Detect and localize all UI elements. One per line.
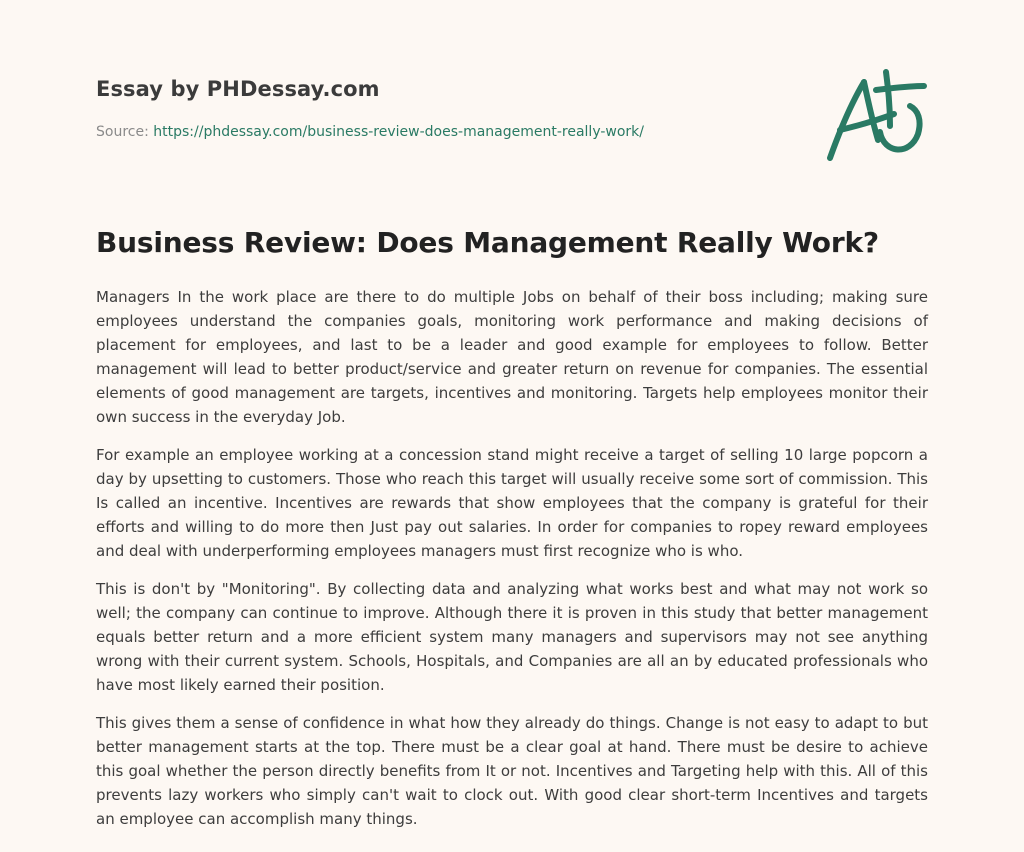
source-link[interactable]: https://phdessay.com/business-review-does-management-really-work/ (153, 124, 645, 140)
page-title: Business Review: Does Management Really Work? (96, 226, 879, 259)
paragraph-2: For example an employee working at a concession stand might receive a target of selling 10 large popcorn a day by upsetting to customers. Those who reach this target will usually receive some sort of commission. This Is called an incentive. Incentives are rewards that show employees that the company is grateful for their efforts and willing to do more then Just pay out salaries. In order for companies to ropey reward employees and deal with underperforming employees managers must first recognize who is who. (96, 446, 928, 560)
site-brand: Essay by PHDessay.com (96, 77, 380, 101)
source-line (96, 124, 644, 140)
paragraph-4: This gives them a sense of confidence in what how they already do things. Change is not easy to adapt to but better management starts at the top. There must be a clear goal at hand. There must be desire to achieve this goal whether the person directly benefits from It or not. Incentives and Targeting help with this. All of this prevents lazy workers who simply can't wait to clock out. With good clear short-term Incentives and targets an employee can accomplish many things. (96, 714, 928, 828)
essay-body (96, 285, 928, 845)
source-label: Source: (96, 124, 154, 140)
a-plus-logo-icon (822, 68, 930, 166)
paragraph-1: Managers In the work place are there to do multiple Jobs on behalf of their boss including; making sure employees understand the companies goals, monitoring work performance and making decisions of placement for employees, and last to be a leader and good example for employees to follow. Better management will lead to better product/service and greater return on revenue for companies. The essential elements of good management are targets, incentives and monitoring. Targets help employees monitor their own success in the everyday Job. (96, 288, 928, 426)
paragraph-3: This is don't by "Monitoring". By collecting data and analyzing what works best and what may not work so well; the company can continue to improve. Although there it is proven in this study that better management equals better return and a more efficient system many managers and supervisors may not see anything wrong with their current system. Schools, Hospitals, and Companies are all an by educated professionals who have most likely earned their position. (96, 580, 928, 694)
